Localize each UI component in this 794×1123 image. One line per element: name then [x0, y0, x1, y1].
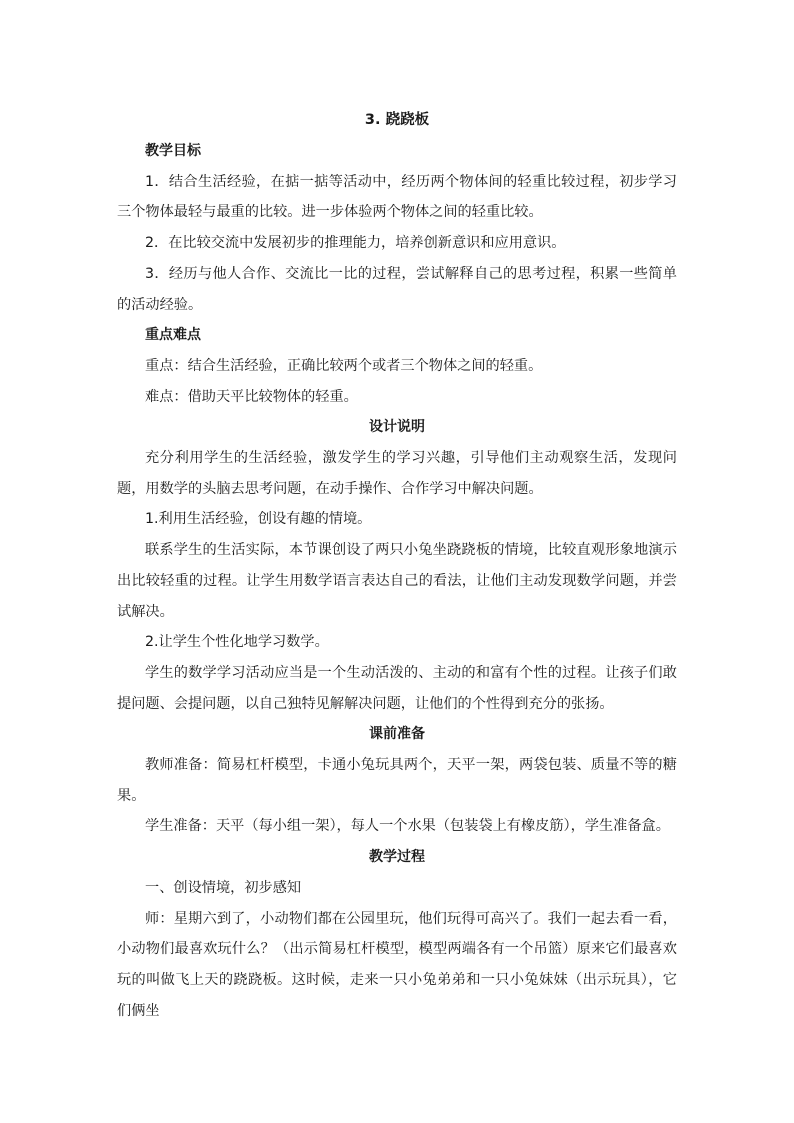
keypoints-heading: 重点难点: [145, 327, 201, 344]
design-paragraph-1: 充分利用学生的生活经验，激发学生的学习兴趣，引导他们主动观察生活，发现问题，用数学的头脑去思考问题，在动手操作、合作学习中解决问题。: [117, 450, 677, 497]
keypoint-difficulty: 难点：借助天平比较物体的轻重。: [145, 388, 358, 405]
design-point-2: 2.让学生个性化地学习数学。: [145, 634, 329, 651]
teacher-preparation: 教师准备：简易杠杆模型，卡通小兔玩具两个，天平一架，两袋包装、质量不等的糖果。: [117, 757, 677, 804]
page-title: 3. 跷跷板: [364, 112, 430, 128]
goal-item-1: 1．结合生活经验，在掂一掂等活动中，经历两个物体间的轻重比较过程，初步学习三个物体最轻与最重的比较。进一步体验两个物体之间的轻重比较。: [117, 173, 677, 221]
document-body: [117, 104, 677, 1026]
process-step-1-text: 师：星期六到了，小动物们都在公园里玩，他们玩得可高兴了。我们一起去看一看，小动物们最喜欢玩什么？（出示简易杠杆模型，模型两端各有一个吊篮）原来它们最喜欢玩的叫做飞上天的跷跷板。这时候，走来一只小兔弟弟和一只小兔妹妹（出示玩具），它们俩坐: [117, 910, 677, 1019]
design-paragraph-3: 学生的数学学习活动应当是一个生动活泼的、主动的和富有个性的过程。让孩子们敢提问题、会提问题，以自己独特见解解决问题，让他们的个性得到充分的张扬。: [117, 664, 677, 712]
goals-heading: 教学目标: [145, 143, 201, 159]
student-preparation: 学生准备：天平（每小组一架），每人一个水果（包装袋上有橡皮筋），学生准备盒。: [145, 818, 670, 835]
keypoint-focus: 重点：结合生活经验，正确比较两个或者三个物体之间的轻重。: [145, 357, 543, 374]
process-step-1-title: 一、创设情境，初步感知: [145, 879, 302, 896]
design-heading: 设计说明: [369, 419, 425, 436]
goal-item-3: 3．经历与他人合作、交流比一比的过程，尝试解释自己的思考过程，积累一些简单的活动经验。: [117, 265, 677, 313]
preparation-heading: 课前准备: [369, 726, 425, 743]
design-point-1: 1.利用生活经验，创设有趣的情境。: [145, 511, 372, 528]
goal-item-2: 2．在比较交流中发展初步的推理能力，培养创新意识和应用意识。: [145, 235, 566, 252]
design-paragraph-2: 联系学生的生活实际，本节课创设了两只小兔坐跷跷板的情境，比较直观形象地演示出比较轻重的过程。让学生用数学语言表达自己的看法，让他们主动发现数学问题，并尝试解决。: [117, 542, 677, 620]
process-heading: 教学过程: [369, 849, 425, 866]
